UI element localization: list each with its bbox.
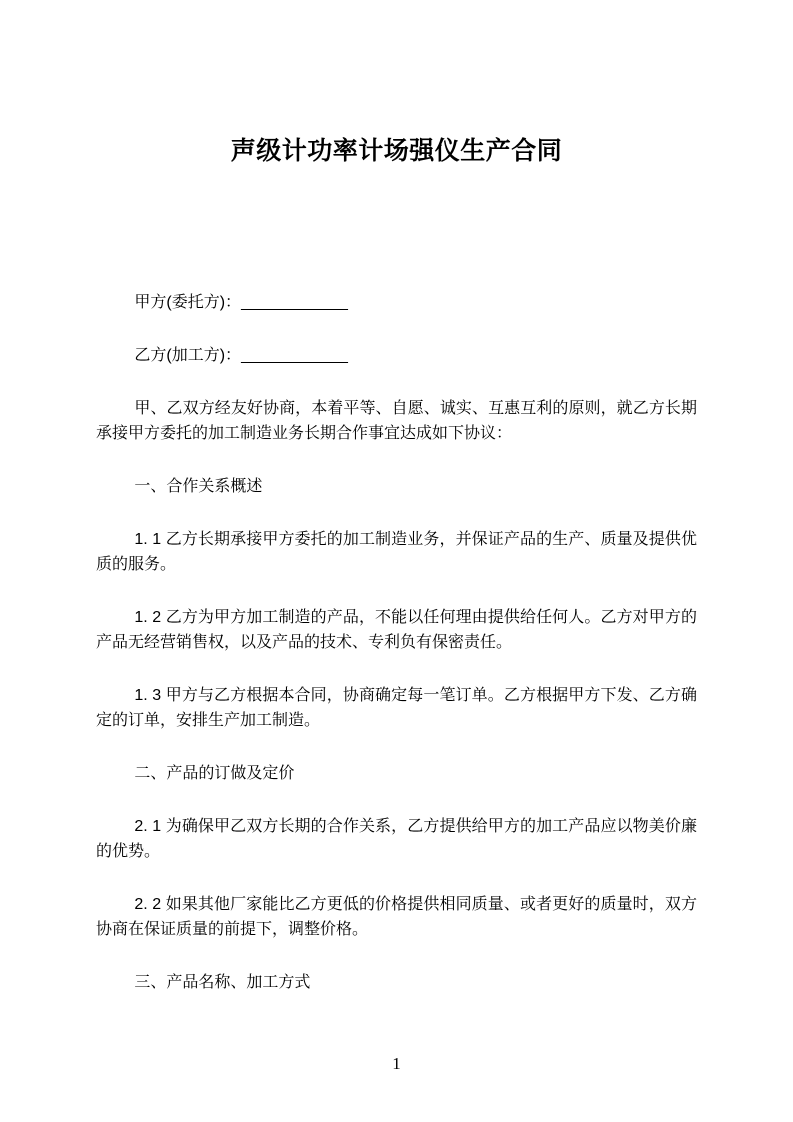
page-number: 1 bbox=[392, 1054, 401, 1073]
section-2-heading: 二、产品的订做及定价 bbox=[134, 765, 295, 782]
section-3-heading: 三、产品名称、加工方式 bbox=[134, 974, 311, 991]
party-jiafang-blank: ____________ bbox=[241, 294, 348, 311]
party-line-yifang bbox=[96, 343, 697, 368]
intro-paragraph: 甲、乙双方经友好协商，本着平等、自愿、诚实、互惠互利的原则，就乙方长期承接甲方委托的加工制造业务长期合作事宜达成如下协议： bbox=[96, 400, 697, 442]
party-yifang-label: 乙方(加工方)： bbox=[134, 347, 242, 364]
clause-1-3: 1. 3 甲方与乙方根据本合同，协商确定每一笔订单。乙方根据甲方下发、乙方确定的订单，安排生产加工制造。 bbox=[96, 687, 697, 729]
document-title: 声级计功率计场强仪生产合同 bbox=[230, 137, 563, 165]
party-jiafang-label: 甲方(委托方)： bbox=[134, 294, 242, 311]
clause-1-1: 1. 1 乙方长期承接甲方委托的加工制造业务，并保证产品的生产、质量及提供优质的服务。 bbox=[96, 531, 697, 573]
clause-1-2: 1. 2 乙方为甲方加工制造的产品，不能以任何理由提供给任何人。乙方对甲方的产品无经营销售权，以及产品的技术、专利负有保密责任。 bbox=[96, 609, 697, 651]
clause-2-1: 2. 1 为确保甲乙双方长期的合作关系，乙方提供给甲方的加工产品应以物美价廉的优势。 bbox=[96, 818, 697, 860]
party-yifang-blank: ____________ bbox=[241, 347, 348, 364]
party-line-jiafang bbox=[96, 290, 697, 315]
document-content bbox=[0, 134, 793, 995]
section-1-heading: 一、合作关系概述 bbox=[134, 478, 263, 495]
clause-2-2: 2. 2 如果其他厂家能比乙方更低的价格提供相同质量、或者更好的质量时，双方协商在保证质量的前提下，调整价格。 bbox=[96, 896, 697, 938]
